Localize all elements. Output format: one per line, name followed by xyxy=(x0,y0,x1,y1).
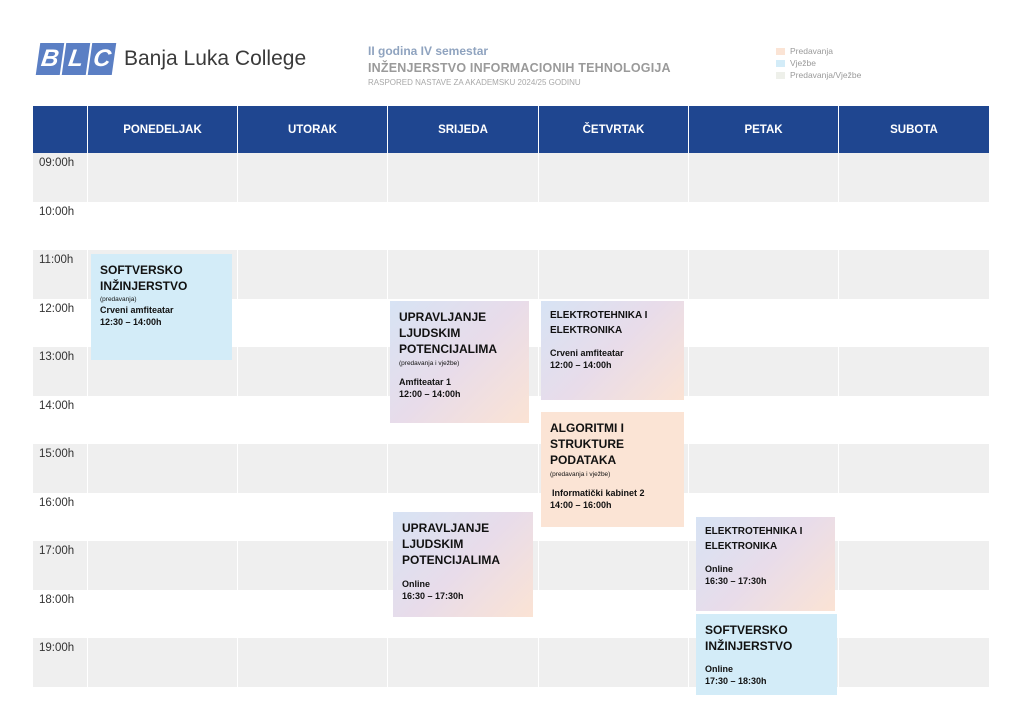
day-header-petak: PETAK xyxy=(688,106,838,153)
hour-row-15 xyxy=(33,444,989,493)
logo-letter-l: L xyxy=(62,43,90,75)
event-room: Crveni amfiteatar xyxy=(100,305,174,316)
event-type: (predavanja i vježbe) xyxy=(550,470,611,478)
day-header-subota: SUBOTA xyxy=(838,106,989,153)
event-title: ELEKTROTEHNIKA I ELEKTRONIKA xyxy=(705,526,803,552)
event-softversko-inzinjerstvo-fri[interactable] xyxy=(696,614,837,695)
legend-label: Vježbe xyxy=(790,58,816,68)
days-header xyxy=(33,106,989,153)
hour-label: 10:00h xyxy=(39,205,75,218)
hour-label: 15:00h xyxy=(39,448,75,460)
event-time: 17:30 – 18:30h xyxy=(705,676,767,687)
day-header-ponedeljak: PONEDELJAK xyxy=(87,106,237,153)
event-time: 12:00 – 14:00h xyxy=(550,360,612,370)
hour-row-09 xyxy=(33,153,989,202)
column-divider xyxy=(688,153,689,688)
day-header-srijeda: SRIJEDA xyxy=(387,106,538,153)
hour-label: 12:00h xyxy=(39,302,75,315)
hour-label: 14:00h xyxy=(39,399,75,412)
event-time: 16:30 – 17:30h xyxy=(705,576,767,586)
legend-item-vjezbe xyxy=(776,57,861,69)
event-room: Informatički kabinet 2 xyxy=(552,487,645,498)
semester-label: II godina IV semestar xyxy=(368,44,489,58)
column-divider xyxy=(237,153,238,688)
college-logo xyxy=(38,43,306,75)
event-time: 16:30 – 17:30h xyxy=(402,590,464,601)
event-time: 12:00 – 14:00h xyxy=(399,388,461,399)
legend-swatch-predavanja-vjezbe xyxy=(776,72,785,79)
event-title: SOFTVERSKO INŽINJERSTVO xyxy=(705,623,793,654)
event-elektrotehnika-thu[interactable] xyxy=(541,301,684,400)
event-room: Online xyxy=(705,564,734,574)
legend-swatch-vjezbe xyxy=(776,60,785,67)
hour-row-10 xyxy=(33,202,989,251)
hour-label: 17:00h xyxy=(39,545,75,557)
column-divider xyxy=(87,153,88,688)
event-title: UPRAVLJANJE LJUDSKIM POTENCIJALIMA xyxy=(399,310,498,357)
hour-label: 11:00h xyxy=(39,254,74,266)
event-softversko-inzinjerstvo-mon[interactable] xyxy=(91,254,232,360)
hour-label: 09:00h xyxy=(39,157,75,169)
legend-item-predavanja xyxy=(776,45,861,57)
column-divider xyxy=(838,153,839,688)
column-divider xyxy=(387,153,388,688)
event-upravljanje-wed-1[interactable] xyxy=(390,301,529,423)
event-room: Amfiteatar 1 xyxy=(399,376,452,387)
event-title: ELEKTROTEHNIKA I ELEKTRONIKA xyxy=(550,310,648,336)
event-room: Crveni amfiteatar xyxy=(550,348,624,358)
event-elektrotehnika-fri[interactable] xyxy=(696,517,835,611)
hour-label: 18:00h xyxy=(39,593,75,606)
program-title: INŽENJERSTVO INFORMACIONIH TEHNOLOGIJA xyxy=(368,61,671,75)
legend-item-predavanja-vjezbe xyxy=(776,69,861,81)
legend-label: Predavanja xyxy=(790,46,834,56)
event-room: Online xyxy=(705,664,734,675)
hour-label: 16:00h xyxy=(39,496,75,509)
schedule-subtitle: RASPORED NASTAVE ZA AKADEMSKU 2024/25 GODINU xyxy=(368,78,581,87)
event-type: (predavanja) xyxy=(100,296,137,304)
event-room: Online xyxy=(402,578,431,589)
logo-letter-c: C xyxy=(88,43,116,75)
schedule-title-block xyxy=(368,44,671,87)
hour-row-19 xyxy=(33,638,989,687)
column-divider xyxy=(538,153,539,688)
legend-swatch-predavanja xyxy=(776,48,785,55)
event-type: (predavanja i vježbe) xyxy=(399,359,460,367)
logo-mark xyxy=(38,43,114,75)
hour-label: 19:00h xyxy=(39,642,75,654)
event-time: 12:30 – 14:00h xyxy=(100,317,162,328)
event-title: ALGORITMI I STRUKTURE PODATAKA xyxy=(550,421,624,468)
event-algoritmi-thu[interactable] xyxy=(541,412,684,527)
logo-letter-b: B xyxy=(36,43,64,75)
legend xyxy=(776,45,861,81)
legend-label: Predavanja/Vježbe xyxy=(790,70,862,80)
day-header-cetvrtak: ČETVRTAK xyxy=(538,106,688,153)
event-title: SOFTVERSKO INŽINJERSTVO xyxy=(100,263,188,294)
event-title: UPRAVLJANJE LJUDSKIM POTENCIJALIMA xyxy=(402,521,501,568)
event-upravljanje-wed-2[interactable] xyxy=(393,512,533,617)
college-name: Banja Luka College xyxy=(124,47,307,70)
day-header-utorak: UTORAK xyxy=(237,106,387,153)
hour-label: 13:00h xyxy=(39,351,75,363)
event-time: 14:00 – 16:00h xyxy=(550,499,612,510)
